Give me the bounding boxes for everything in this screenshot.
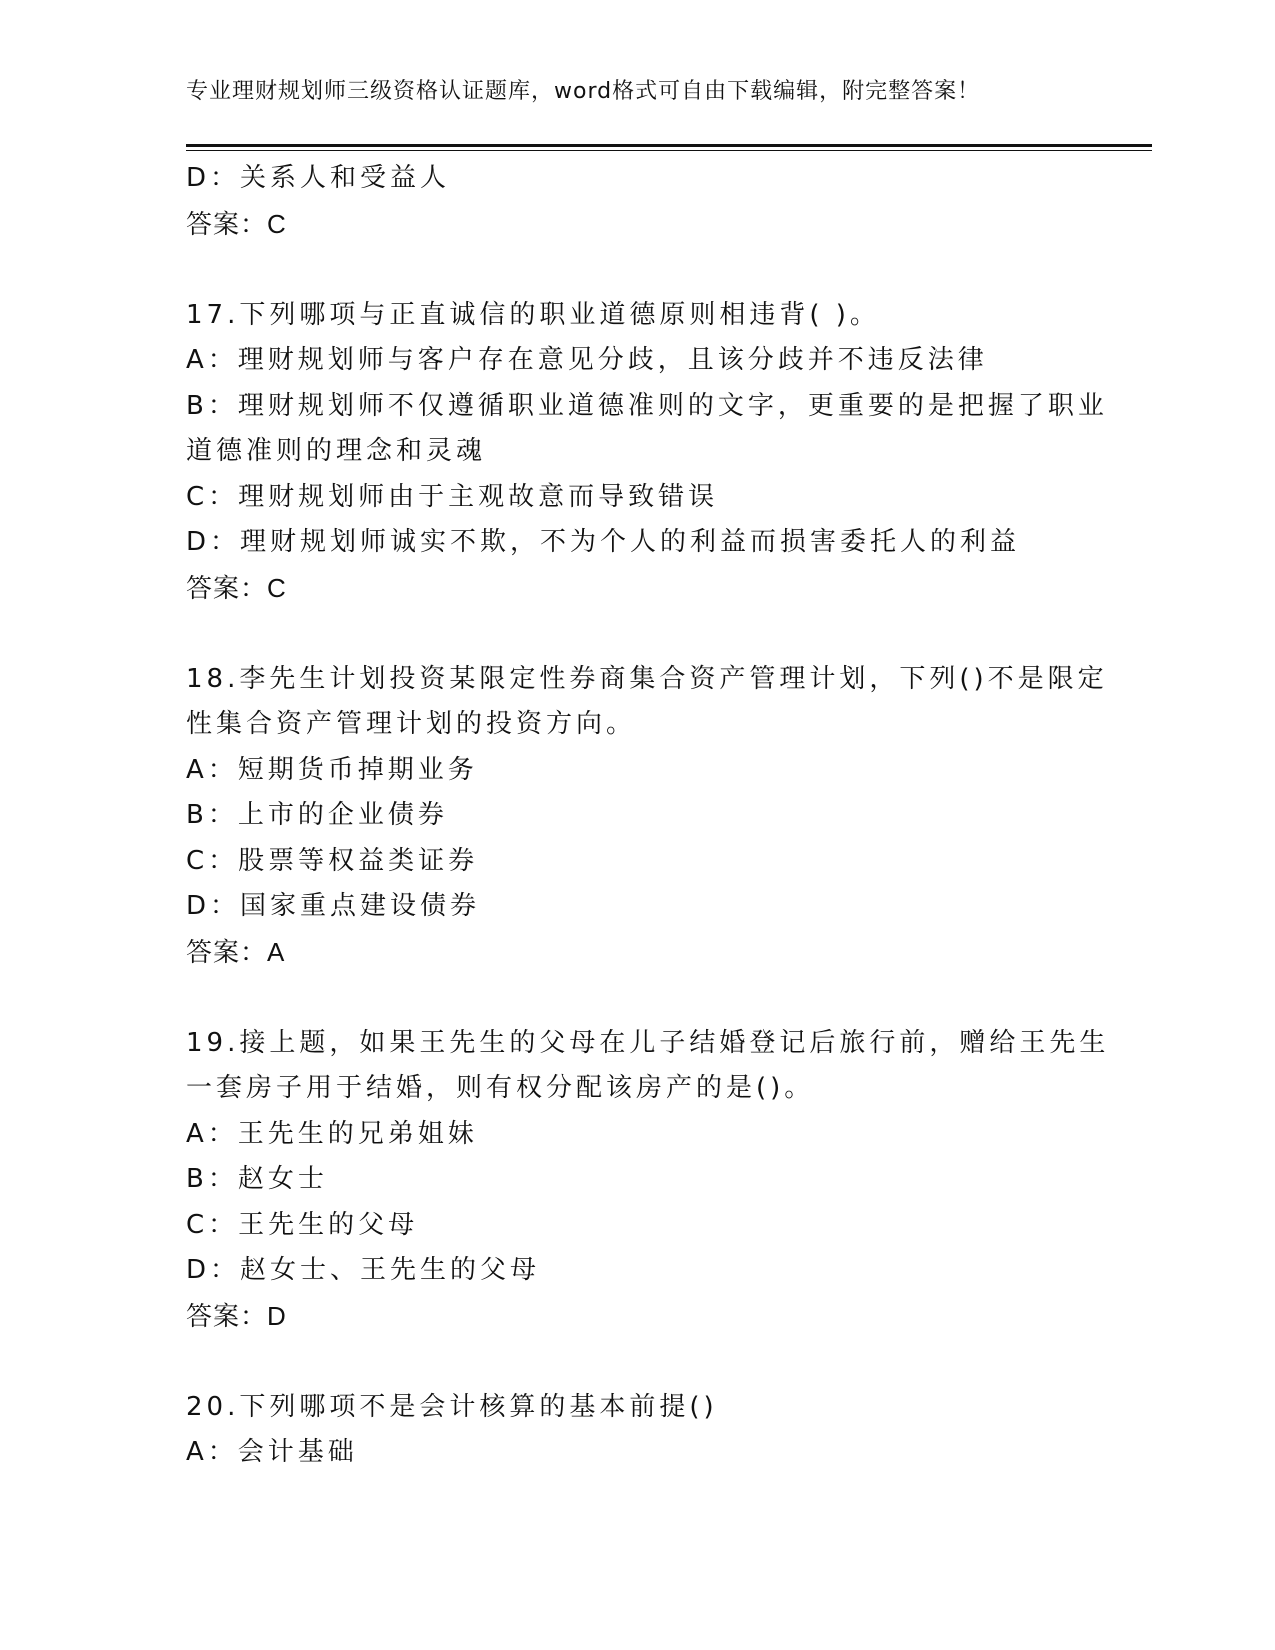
option-line: B：上市的企业债券 — [186, 800, 448, 830]
option-line: 道德准则的理念和灵魂 — [186, 436, 487, 466]
block-gap — [186, 247, 1066, 293]
block-gap — [186, 975, 1066, 1021]
question-line: 一套房子用于结婚，则有权分配该房产的是()。 — [186, 1073, 815, 1103]
option-line: B：理财规划师不仅遵循职业道德准则的文字，更重要的是把握了职业 — [186, 390, 1108, 421]
option-line: A：会计基础 — [186, 1437, 358, 1467]
question-line: 18.李先生计划投资某限定性券商集合资产管理计划，下列()不是限定 — [186, 663, 1108, 694]
option-line: A：短期货币掉期业务 — [186, 754, 478, 785]
page-header: 专业理财规划师三级资格认证题库，word格式可自由下载编辑，附完整答案！ — [186, 79, 981, 104]
answer-line: 答案：D — [186, 1300, 287, 1331]
question-block — [186, 156, 1066, 247]
header-rule — [186, 144, 1152, 151]
question-line: 19.接上题，如果王先生的父母在儿子结婚登记后旅行前，赠给王先生 — [186, 1027, 1110, 1058]
option-line: D：赵女士、王先生的父母 — [186, 1255, 541, 1285]
option-line: D：理财规划师诚实不欺，不为个人的利益而损害委托人的利益 — [186, 527, 1021, 557]
answer-line: 答案：C — [186, 572, 287, 603]
question-block — [186, 1021, 1110, 1340]
question-content — [186, 156, 1110, 1476]
option-line: B：赵女士 — [186, 1164, 328, 1194]
question-block — [186, 657, 1108, 976]
option-line: D：国家重点建设债券 — [186, 891, 481, 921]
option-line: A：王先生的兄弟姐妹 — [186, 1118, 478, 1149]
block-gap — [186, 1339, 1066, 1385]
answer-line: 答案：C — [186, 208, 287, 239]
option-line: A：理财规划师与客户存在意见分歧，且该分歧并不违反法律 — [186, 345, 988, 375]
question-line: 20.下列哪项不是会计核算的基本前提() — [186, 1391, 718, 1422]
question-block — [186, 1385, 1066, 1476]
option-line: C：股票等权益类证券 — [186, 845, 479, 876]
question-block — [186, 293, 1108, 612]
option-line: C：理财规划师由于主观故意而导致错误 — [186, 481, 719, 512]
block-gap — [186, 611, 1066, 657]
option-line: C：王先生的父母 — [186, 1209, 419, 1240]
question-line: 性集合资产管理计划的投资方向。 — [186, 709, 637, 739]
answer-line: 答案：A — [186, 936, 286, 967]
question-line: 17.下列哪项与正直诚信的职业道德原则相违背( )。 — [186, 299, 880, 330]
option-line: D：关系人和受益人 — [186, 163, 451, 193]
